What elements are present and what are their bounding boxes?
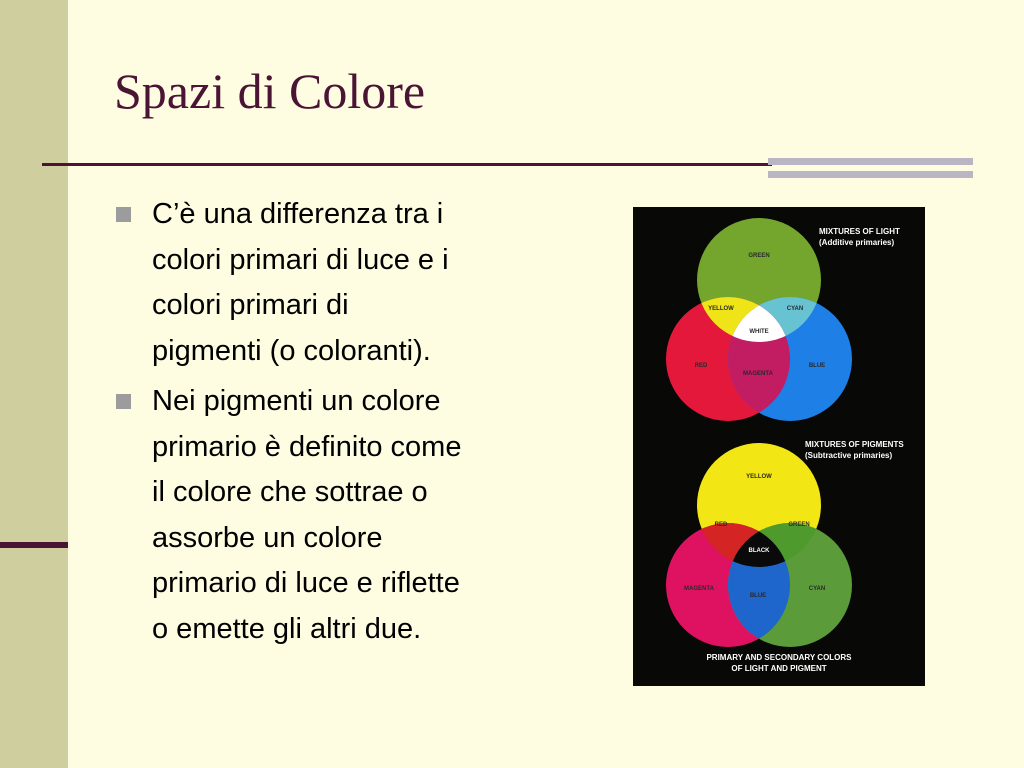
square-bullet-icon [116, 207, 131, 222]
yellow-label: YELLOW [708, 306, 734, 312]
bullet-line: C’è una differenza tra i [152, 198, 444, 230]
bullet-line: pigmenti (o coloranti). [152, 334, 431, 367]
title-divider [42, 163, 772, 166]
slide-title: Spazi di Colore [114, 63, 426, 119]
cyan-label: CYAN [786, 306, 804, 312]
blue-label: BLUE [808, 363, 826, 369]
bullet-line: Nei pigmenti un colore [152, 385, 441, 417]
bullet-line: primario è definito come [152, 430, 462, 463]
figure-caption-line: OF LIGHT AND PIGMENT [731, 664, 827, 673]
bullet-line: assorbe un colore [152, 521, 383, 554]
color-mixing-figure [633, 207, 925, 686]
additive-heading-line: (Additive primaries) [819, 238, 895, 247]
figure-caption-line: PRIMARY AND SECONDARY COLORS [706, 653, 852, 662]
bullet-line: colori primari di luce e i [152, 243, 449, 276]
bullet-line: primario di luce e riflette [152, 567, 460, 599]
bullet-item [116, 379, 594, 652]
additive-heading-line: MIXTURES OF LIGHT [819, 227, 900, 236]
white-label: WHITE [749, 329, 769, 335]
bullet-line: il colore che sottrae o [152, 476, 428, 508]
magenta-label: MAGENTA [684, 586, 714, 592]
magenta-label: MAGENTA [743, 371, 773, 377]
bullet-line: colori primari di [152, 289, 349, 321]
cyan-label: CYAN [808, 586, 826, 592]
color-mixing-illustration [633, 207, 925, 686]
yellow-label: YELLOW [746, 474, 772, 480]
left-sidebar-band [0, 0, 68, 768]
subtractive-heading-line: MIXTURES OF PIGMENTS [805, 440, 904, 449]
subtractive-heading-line: (Subtractive primaries) [805, 451, 893, 460]
square-bullet-icon [116, 394, 131, 409]
divider-accent-stripe [768, 158, 973, 165]
bullet-item [116, 192, 594, 374]
green-label: GREEN [788, 522, 810, 528]
red-label: RED [714, 522, 728, 528]
black-label: BLACK [748, 548, 770, 554]
bullet-line: o emette gli altri due. [152, 612, 422, 645]
blue-label: BLUE [749, 593, 767, 599]
divider-accent-stripe [768, 171, 973, 178]
green-label: GREEN [748, 253, 770, 259]
bullet-list [116, 192, 594, 657]
red-label: RED [694, 363, 708, 369]
left-accent-bar [0, 542, 68, 548]
additive-diagram [666, 218, 852, 421]
